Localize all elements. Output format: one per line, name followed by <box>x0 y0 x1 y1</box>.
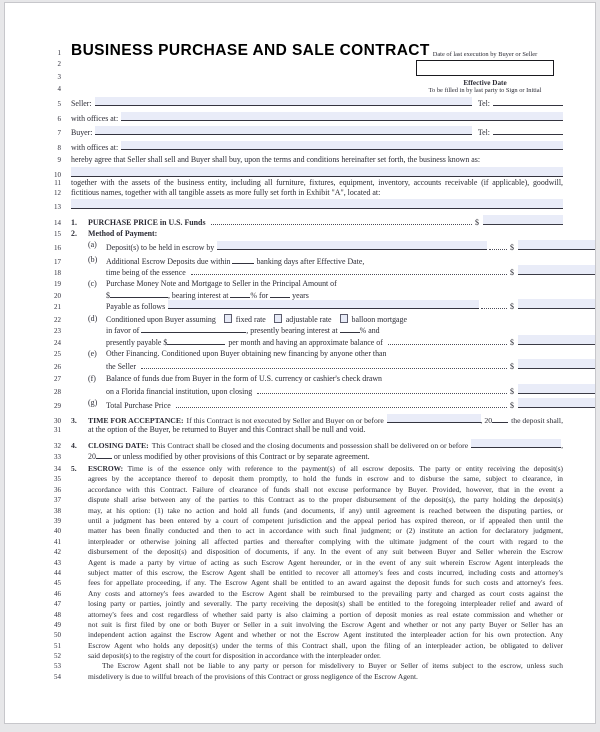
balance-of-funds-label: Balance of funds due from Buyer in the form of U.S. currency or cashier's check drawn <box>106 373 382 383</box>
line-number: 48 <box>54 610 61 619</box>
closing-year-field[interactable] <box>96 450 112 459</box>
line-number: 2 <box>57 60 61 68</box>
total-purchase-price-label: Total Purchase Price <box>106 401 171 411</box>
line-number: 45 <box>54 579 61 588</box>
line-number: 9 <box>57 156 61 164</box>
presently-payable-label: presently payable $ <box>106 337 168 347</box>
line-number: 49 <box>54 620 61 629</box>
escrow-text: fees for appellate proceeding, if any. The Escrow Agent shall be entitled to an award against the deposit funds for such costs and attorney's fees. <box>88 578 563 588</box>
dollar-sign: $ <box>510 302 514 312</box>
note-amount-field[interactable] <box>518 299 596 309</box>
line-number: 36 <box>54 485 61 494</box>
escrow-text: disbursement of the deposit(s) and disposition of documents, if any. In the event of any suit between Buyer and Seller wherein the Escrow <box>88 547 563 557</box>
purchase-price-amount-field[interactable] <box>483 215 563 225</box>
approximate-balance-label: per month and having an approximate balance of <box>228 337 383 347</box>
contract-page <box>4 2 596 724</box>
line-number: 31 <box>54 425 61 434</box>
item2-number: 2. <box>71 228 77 238</box>
line-number: 30 <box>54 417 61 426</box>
buyer-label: Buyer: <box>71 128 93 137</box>
dotted-leader <box>388 337 507 345</box>
line-number: 17 <box>54 257 61 266</box>
line-number: 50 <box>54 631 61 640</box>
escrow-text: dispute shall arise between any of the parties to this Contract as to the proper disbursement of the deposit(s), the party holding the deposit(s) <box>88 495 563 505</box>
buyer-offices-label: with offices at: <box>71 142 119 152</box>
line-number: 12 <box>54 189 61 198</box>
line-number: 46 <box>54 589 61 598</box>
line-number: 5 <box>57 100 61 108</box>
line-number: 47 <box>54 600 61 609</box>
dollar-sign: $ <box>510 337 514 347</box>
line-number: 4 <box>57 85 61 93</box>
assets-clause-line2: fictitious names, together with all tangible assets as more fully set forth in Exhibit "A", located at: <box>71 188 381 198</box>
execution-date-label: Date of last execution by Buyer or Seller <box>432 51 538 58</box>
comma-label: , <box>561 441 563 451</box>
dotted-leader <box>211 217 473 225</box>
seller-tel-field[interactable] <box>493 97 563 106</box>
page-title: BUSINESS PURCHASE AND SALE CONTRACT <box>71 42 430 59</box>
escrow-label: ESCROW: <box>88 464 124 474</box>
line-number: 41 <box>54 537 61 546</box>
acceptance-clause: If this Contract is not executed by Seller and Buyer on or before <box>186 416 384 426</box>
acceptance-clause-cont: at the option of the Buyer, be returned to Buyer and this Contract shall be null and void. <box>88 424 366 434</box>
buyer-name-field[interactable] <box>95 126 471 135</box>
escrow-text: independent action against the Escrow Agent and whether or not the Escrow Agent instituted the interpleader action for his own protection. Any <box>88 630 563 640</box>
escrow-liability-text: The Escrow Agent shall not be liable to any party or person for misdelivery to Buyer or Seller of items subject to the escrow, unless such <box>102 661 563 671</box>
subitem-c-number: (c) <box>88 278 97 288</box>
additional-deposits-label: Additional Escrow Deposits due within <box>106 256 231 266</box>
effective-date-label: Effective Date <box>463 79 507 87</box>
line-number: 37 <box>54 496 61 505</box>
closing-clause-cont: or unless modified by other provisions of this Contract or by separate agreement. <box>113 451 370 461</box>
closing-clause: This Contract shall be closed and the closing documents and possession shall be delivered on or before <box>151 441 469 451</box>
assuming-label: Conditioned upon Buyer assuming <box>106 314 216 324</box>
in-favor-of-label: in favor of <box>106 326 140 336</box>
percent-for-label: % for <box>250 290 269 300</box>
line-number: 6 <box>57 114 61 123</box>
banking-days-field[interactable] <box>232 255 254 264</box>
line-number: 26 <box>54 363 61 372</box>
subitem-d-number: (d) <box>88 313 98 323</box>
seller-name-field[interactable] <box>95 97 472 106</box>
line-number: 54 <box>54 672 61 681</box>
dollar-sign: $ <box>510 362 514 372</box>
dotted-leader <box>257 386 507 394</box>
buyer-tel-field[interactable] <box>493 126 563 135</box>
monthly-payment-field[interactable] <box>167 336 225 345</box>
time-for-acceptance-label: TIME FOR ACCEPTANCE: <box>88 416 184 426</box>
subitem-g-number: (g) <box>88 398 98 408</box>
line-number: 23 <box>54 327 61 336</box>
payable-as-follows-label: Payable as follows <box>106 302 166 312</box>
item1-number: 1. <box>71 217 77 227</box>
dollar-sign: $ <box>510 387 514 397</box>
line-number: 15 <box>54 229 61 238</box>
line-number: 24 <box>54 338 61 347</box>
bearing-interest-label: , bearing interest at <box>167 290 229 300</box>
escrow-text: Time is of the essence only with reference to the payment(s) of all escrow deposits. The party or entity receiving the deposit(s) <box>127 464 563 474</box>
line-number: 25 <box>54 349 61 358</box>
time-essence-label: time being of the essence <box>106 268 186 278</box>
item3-number: 3. <box>71 416 77 426</box>
line-number: 51 <box>54 641 61 650</box>
line-number: 33 <box>54 452 61 461</box>
method-of-payment-label: Method of Payment: <box>88 228 158 238</box>
item5-number: 5. <box>71 464 77 474</box>
dotted-leader <box>489 242 507 250</box>
line-number: 35 <box>54 475 61 484</box>
buyer-address-field[interactable] <box>121 141 563 150</box>
line-number: 16 <box>54 243 61 252</box>
line-number: 40 <box>54 527 61 536</box>
dotted-leader <box>191 267 507 275</box>
total-price-amount-field[interactable] <box>518 398 596 408</box>
other-financing-amount-field[interactable] <box>518 359 596 369</box>
seller-offices-label: with offices at: <box>71 113 119 123</box>
principal-amount-field[interactable] <box>110 289 168 298</box>
dollar-sign: $ <box>106 290 110 300</box>
comma-20-label: , 20 <box>480 416 493 426</box>
balloon-mortgage-checkbox[interactable] <box>340 314 348 323</box>
dollar-sign: $ <box>510 242 514 252</box>
fixed-rate-checkbox[interactable] <box>224 314 232 323</box>
adjustable-rate-checkbox[interactable] <box>274 314 282 323</box>
line-number: 11 <box>54 179 61 187</box>
mortgage-balance-field[interactable] <box>518 335 596 345</box>
banking-days-label: banking days after Effective Date, <box>256 256 365 266</box>
subitem-f-number: (f) <box>88 373 96 383</box>
escrow-text: said deposit(s) to the registry of the court for disposition in accordance with the interpleader order. <box>88 651 381 661</box>
line-number: 18 <box>54 269 61 278</box>
payable-terms-field[interactable] <box>168 300 479 309</box>
dotted-leader <box>481 301 507 309</box>
deposit-amount-field[interactable] <box>518 240 596 250</box>
escrow-text: until a judgment has been entered by a court of competent jurisdiction and the appeal period has expired thereon, or if appealed then until the <box>88 515 563 525</box>
line-number: 21 <box>54 303 61 312</box>
escrow-text: interpleader or otherwise joining all affected parties and thereafter complying with the ultimate judgment of the court with regard to the <box>88 536 563 546</box>
current-interest-rate-field[interactable] <box>340 324 360 333</box>
line-number: 14 <box>54 218 61 227</box>
location-field[interactable] <box>71 199 563 209</box>
line-number: 44 <box>54 568 61 577</box>
mortgagee-name-field[interactable] <box>141 324 246 333</box>
assets-clause-line1: together with the assets of the business entity, including all furniture, fixtures, equipment, inventory, accounts receivable (if applicable), goodwill, <box>71 178 563 187</box>
subitem-a-number: (a) <box>88 239 97 249</box>
line-number: 3 <box>57 73 61 81</box>
additional-deposit-amount-field[interactable] <box>518 265 596 275</box>
dollar-sign: $ <box>510 268 514 278</box>
escrow-holder-field[interactable] <box>217 241 487 250</box>
line-number: 32 <box>54 442 61 451</box>
purchase-money-note-label: Purchase Money Note and Mortgage to Seller in the Principal Amount of <box>106 278 337 288</box>
escrow-text: Any costs and attorney's fees awarded to the Escrow Agent shall be reimbursed to the prevailing party and charged as court costs against the <box>88 588 563 598</box>
adjustable-rate-label: adjustable rate <box>285 314 332 324</box>
escrow-text: not suit is first filed by one or both Buyer or Seller in a suit involving the Escrow Agent and whether or not any party Buyer or Seller has an <box>88 619 563 629</box>
closing-date-field[interactable] <box>471 439 561 448</box>
dollar-sign: $ <box>510 401 514 411</box>
effective-date-note: To be filled in by last party to Sign or Initial <box>428 87 542 94</box>
agreement-clause: hereby agree that Seller shall sell and Buyer shall buy, upon the terms and conditions hereinafter set forth, the business known as: <box>71 155 481 164</box>
the-seller-label: the Seller <box>106 362 137 372</box>
escrow-text: accordance with this Contract. Failure of clearance of funds shall not excuse performance by Buyer. Provided, however, that in the event a <box>88 484 563 494</box>
purchase-price-label: PURCHASE PRICE in U.S. Funds <box>88 217 206 227</box>
seller-address-field[interactable] <box>121 112 563 121</box>
line-number: 13 <box>54 202 61 211</box>
line-number: 7 <box>57 129 61 137</box>
escrow-text: Agent is made a party by virtue of acting as such Escrow Agent hereunder, or in the event of any suit wherein Escrow Agent interpleads the <box>88 557 563 567</box>
deposit-escrow-label: Deposit(s) to be held in escrow by <box>106 242 215 252</box>
florida-institution-label: on a Florida financial institution, upon closing <box>106 387 253 397</box>
business-name-field[interactable] <box>71 167 563 177</box>
escrow-text: subject matter of this escrow, the Escrow Agent shall be entitled to recover all attorney's fees and costs incurred, including costs and attorney's <box>88 567 563 577</box>
line-number: 29 <box>54 402 61 411</box>
line-number: 53 <box>54 662 61 671</box>
dollar-sign: $ <box>475 217 479 227</box>
line-number: 28 <box>54 388 61 397</box>
line-number: 38 <box>54 506 61 515</box>
escrow-text: attorney's fees and cost regardless of whether said party is also claiming a portion of deposit monies as real estate commission and whether or <box>88 609 563 619</box>
line-number: 43 <box>54 558 61 567</box>
line-number: 20 <box>54 291 61 300</box>
interest-rate-field[interactable] <box>230 289 250 298</box>
percent-and-label: % and <box>359 326 380 336</box>
subitem-e-number: (e) <box>88 348 97 358</box>
line-number: 52 <box>54 652 61 661</box>
seller-label: Seller: <box>71 99 92 108</box>
balloon-mortgage-label: balloon mortgage <box>351 314 407 324</box>
dotted-leader <box>176 400 507 408</box>
acceptance-date-field[interactable] <box>387 414 481 423</box>
other-financing-label: Other Financing. Conditioned upon Buyer obtaining new financing by anyone other than <box>106 348 387 358</box>
escrow-text: may, at his option: (1) take no action and hold all funds (and documents, if any) until agreement is reached between the disputing parties, or <box>88 505 563 515</box>
escrow-text: agrees by the acceptance thereof to deposit them promptly, to hold the funds in escrow and to disburse the same, subject to clearance, in <box>88 474 563 484</box>
line-number: 42 <box>54 548 61 557</box>
line-number: 10 <box>54 171 61 179</box>
deposit-shall-label: the deposit shall, <box>511 416 563 426</box>
closing-date-label: CLOSING DATE: <box>88 441 149 451</box>
line-number: 1 <box>57 49 61 57</box>
buyer-tel-label: Tel: <box>477 128 490 137</box>
escrow-text: Escrow Agent who holds any deposit(s) under the terms of this Contract shall, upon the filing of an interpleader action, be obligated to deliver <box>88 640 563 650</box>
escrow-text: losing party or parties, jointly and severally. The party receiving the deposit(s) shall be entitled to the foregoing interpleader relief and award of <box>88 599 563 609</box>
subitem-b-number: (b) <box>88 254 98 264</box>
closing-year-prefix: 20 <box>88 451 96 461</box>
seller-tel-label: Tel: <box>477 99 490 108</box>
line-number: 39 <box>54 516 61 525</box>
years-field[interactable] <box>270 289 290 298</box>
line-number: 8 <box>57 143 61 152</box>
item4-number: 4. <box>71 441 77 451</box>
presently-bearing-label: , presently bearing interest at <box>246 326 338 336</box>
years-label: years <box>292 290 309 300</box>
acceptance-year-field[interactable] <box>492 414 508 423</box>
dotted-leader <box>141 361 507 369</box>
escrow-text: matter has been finally conducted and then to act in accordance with such final judgment; or (2) institute an action for declaratory judgment, <box>88 526 563 536</box>
balance-amount-field[interactable] <box>518 384 596 394</box>
escrow-liability-text: misdelivery is due to willful breach of the provisions of this Contract or gross negligence of the Escrow Agent. <box>88 671 418 681</box>
line-number: 22 <box>54 315 61 324</box>
fixed-rate-label: fixed rate <box>235 314 266 324</box>
line-number: 34 <box>54 465 61 474</box>
line-number: 19 <box>54 279 61 288</box>
line-number: 27 <box>54 374 61 383</box>
document-body <box>35 41 563 682</box>
